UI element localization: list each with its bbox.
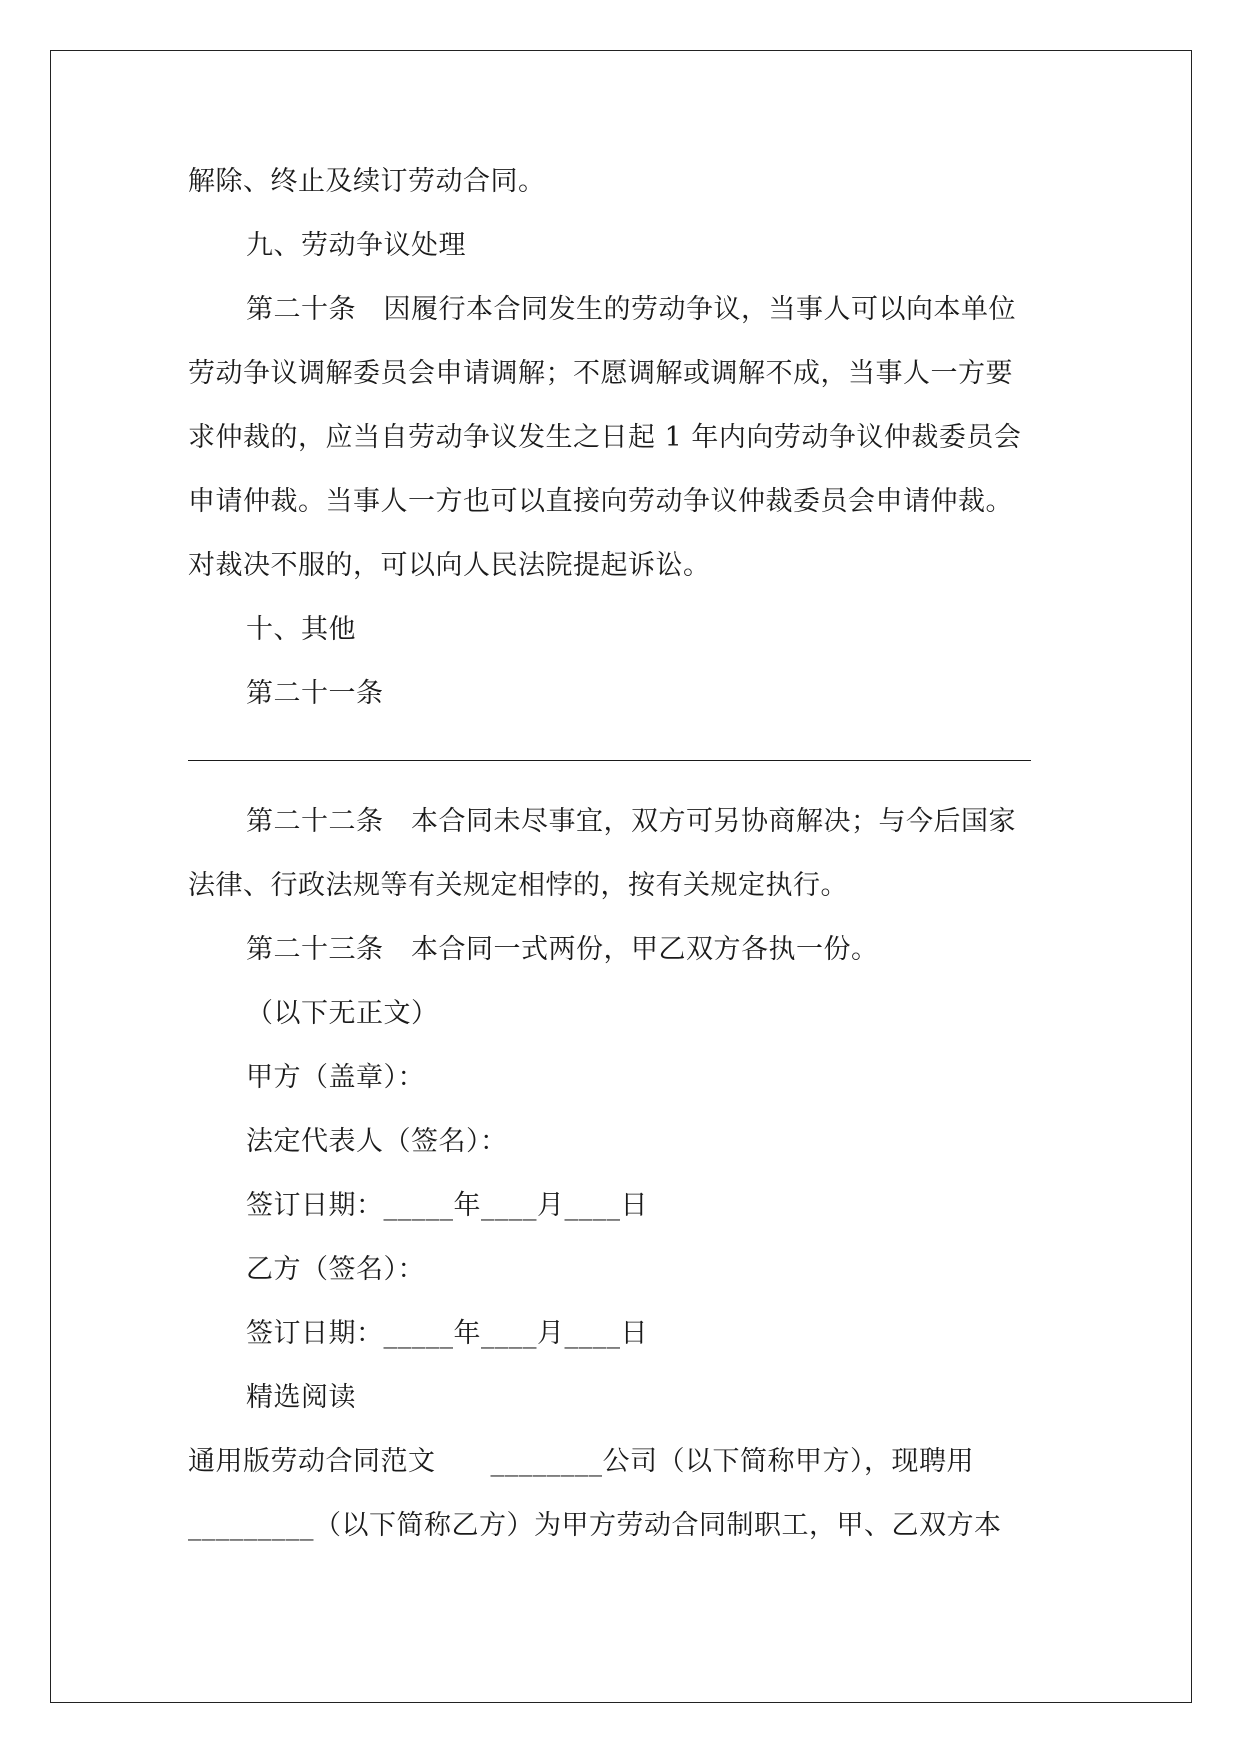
underline-rule — [188, 760, 1031, 761]
party-a-seal: 甲方（盖章）： — [246, 1062, 425, 1093]
text-line: （以下无正文） — [246, 998, 439, 1029]
section-heading-other: 十、其他 — [246, 614, 356, 645]
text-line: 法律、行政法规等有关规定相悖的，按有关规定执行。 — [188, 870, 848, 901]
text-line: 对裁决不服的，可以向人民法院提起诉讼。 — [188, 550, 711, 581]
text-line: 通用版劳动合同范文 ________公司（以下简称甲方），现聘用 — [188, 1446, 974, 1477]
fill-in-line — [188, 726, 1068, 790]
featured-reading-heading: 精选阅读 — [246, 1382, 356, 1413]
article-21: 第二十一条 — [246, 678, 384, 709]
text-line: _________（以下简称乙方）为甲方劳动合同制职工，甲、乙双方本 — [188, 1510, 1002, 1541]
text-line: 第二十二条 本合同未尽事宜，双方可另协商解决；与今后国家 — [246, 806, 1016, 837]
text-line: 第二十三条 本合同一式两份，甲乙双方各执一份。 — [246, 934, 879, 965]
party-a-sign-date: 签订日期：_____年____月____日 — [246, 1190, 648, 1221]
party-b-signature: 乙方（签名）： — [246, 1254, 425, 1285]
text-line: 解除、终止及续订劳动合同。 — [188, 166, 546, 197]
text-line: 求仲裁的，应当自劳动争议发生之日起 1 年内向劳动争议仲裁委员会 — [188, 422, 1022, 453]
text-line: 申请仲裁。当事人一方也可以直接向劳动争议仲裁委员会申请仲裁。 — [188, 486, 1013, 517]
section-heading-dispute: 九、劳动争议处理 — [246, 230, 466, 261]
document-body — [188, 150, 1068, 1558]
party-b-sign-date: 签订日期：_____年____月____日 — [246, 1318, 648, 1349]
text-line: 劳动争议调解委员会申请调解；不愿调解或调解不成，当事人一方要 — [188, 358, 1013, 389]
text-line: 第二十条 因履行本合同发生的劳动争议，当事人可以向本单位 — [246, 294, 1016, 325]
legal-representative-signature: 法定代表人（签名）： — [246, 1126, 508, 1157]
